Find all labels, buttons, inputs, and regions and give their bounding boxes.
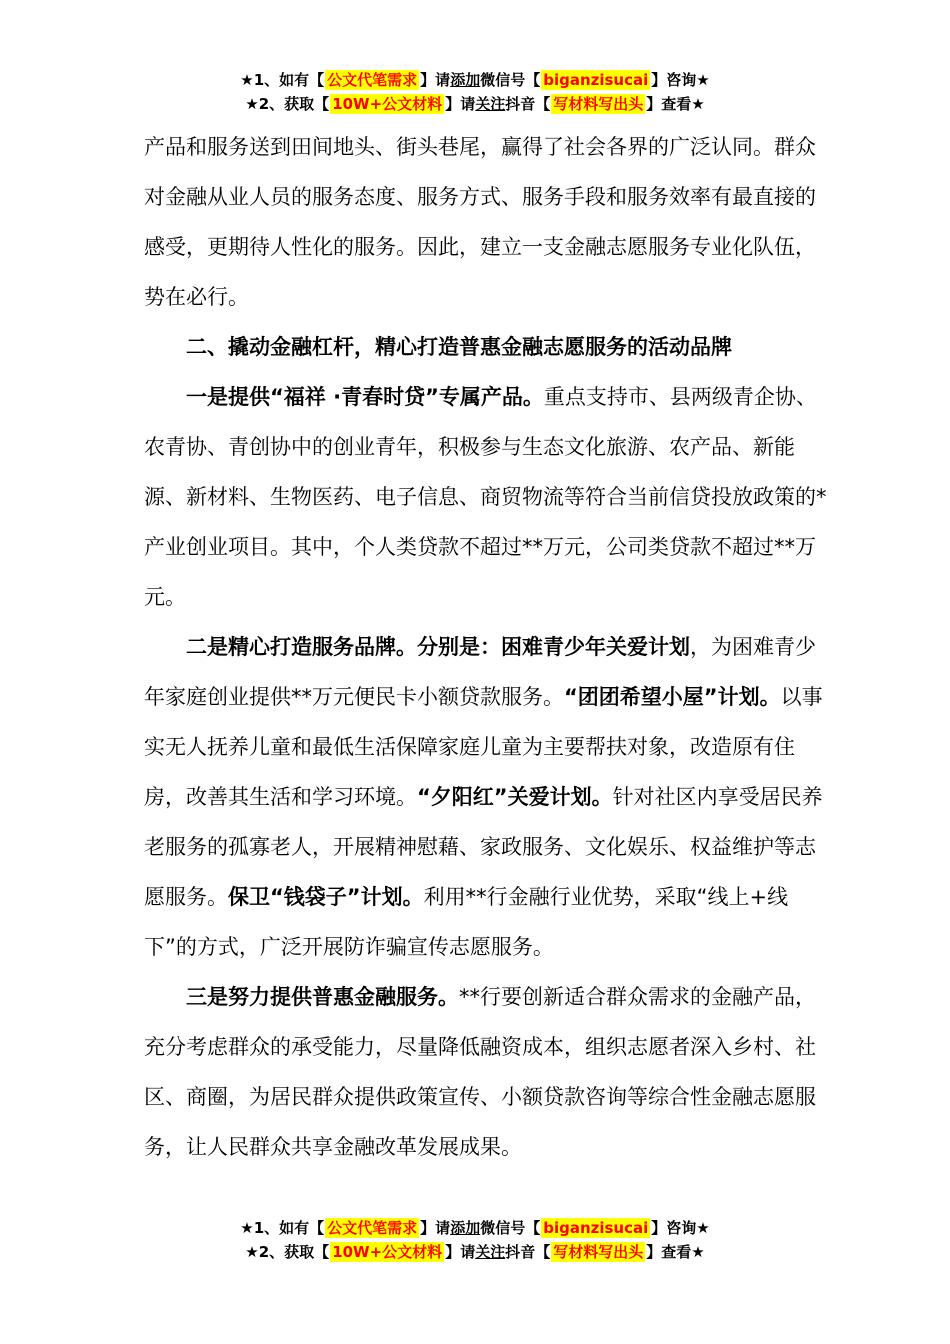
lead-hope-house: “团团希望小屋”计划。	[564, 685, 781, 709]
lead-product: 一是提供“福祥 ·青春时贷”专属产品。	[186, 385, 544, 409]
document-body	[144, 122, 834, 1172]
highlight-materials: 10W+公文材料	[332, 95, 443, 113]
banner-line-1	[0, 1216, 950, 1240]
underlined-follow: 关注	[475, 1243, 506, 1261]
highlight-wechat-id: biganzisucai	[543, 1219, 649, 1237]
banner-text: ★2、获取【	[245, 95, 330, 113]
paragraph-inclusive	[144, 972, 834, 1172]
banner-text: 抖音【	[505, 1243, 551, 1261]
banner-text: 】请	[420, 71, 451, 89]
highlight-materials: 10W+公文材料	[332, 1243, 443, 1261]
text-wallet: 利用**行金融行业优势，采取“线上+线下”的方式，广泛开展防诈骗宣传志愿服务。	[144, 885, 789, 959]
banner-text: 】查看★	[646, 95, 705, 113]
header-banner	[0, 68, 950, 116]
banner-text: ★2、获取【	[245, 1243, 330, 1261]
paragraph-continuation: 产品和服务送到田间地头、街头巷尾，赢得了社会各界的广泛认同。群众对金融从业人员的服务态度、服务方式、服务手段和服务效率有最直接的感受，更期待人性化的服务。因此，建立一支金融志愿服务专业化队伍，势在必行。	[144, 135, 816, 309]
text-brand-1: ，为困难青少年家庭创业提供**万元便民卡小额贷款服务。	[144, 635, 816, 709]
banner-text: 微信号【	[480, 71, 541, 89]
banner-line-2	[0, 1240, 950, 1264]
banner-text: 】请	[420, 1219, 451, 1237]
lead-inclusive: 三是努力提供普惠金融服务。	[186, 985, 459, 1009]
footer-banner	[0, 1216, 950, 1264]
highlight-ghostwriting: 公文代笔需求	[327, 1219, 418, 1237]
banner-line-1	[0, 68, 950, 92]
lead-brand: 二是精心打造服务品牌。分别是：困难青少年关爱计划	[186, 635, 690, 659]
paragraph-product	[144, 372, 834, 622]
banner-text: 】咨询★	[651, 1219, 710, 1237]
banner-line-2	[0, 92, 950, 116]
banner-text: 】查看★	[646, 1243, 705, 1261]
underlined-add: 添加	[450, 71, 481, 89]
section-heading-2: 二、撬动金融杠杆，精心打造普惠金融志愿服务的活动品牌	[186, 335, 732, 359]
banner-text: ★1、如有【	[240, 1219, 325, 1237]
text-sunset: 针对社区内享受居民养老服务的孤寡老人，开展精神慰藉、家政服务、文化娱乐、权益维护等志愿服务。	[144, 785, 823, 909]
underlined-add: 添加	[450, 1219, 481, 1237]
banner-text: ★1、如有【	[240, 71, 325, 89]
highlight-ghostwriting: 公文代笔需求	[327, 71, 418, 89]
highlight-douyin: 写材料写出头	[553, 95, 644, 113]
paragraph-brand	[144, 622, 834, 972]
lead-wallet: 保卫“钱袋子”计划。	[228, 885, 424, 909]
banner-text: 】咨询★	[651, 71, 710, 89]
text-inclusive: **行要创新适合群众需求的金融产品，充分考虑群众的承受能力，尽量降低融资成本，组织志愿者深入乡村、社区、商圈，为居民群众提供政策宣传、小额贷款咨询等综合性金融志愿服务，让人民群众共享金融改革发展成果。	[144, 985, 816, 1159]
banner-text: 微信号【	[480, 1219, 541, 1237]
banner-text: 】请	[445, 95, 476, 113]
highlight-douyin: 写材料写出头	[553, 1243, 644, 1261]
text-product: 重点支持市、县两级青企协、农青协、青创协中的创业青年，积极参与生态文化旅游、农产品、新能源、新材料、生物医药、电子信息、商贸物流等符合当前信贷投放政策的*产业创业项目。其中，个人类贷款不超过**万元，公司类贷款不超过**万元。	[144, 385, 827, 609]
text-hope-house: 以事实无人抚养儿童和最低生活保障家庭儿童为主要帮扶对象，改造原有住房，改善其生活和学习环境。	[144, 685, 823, 809]
banner-text: 抖音【	[505, 95, 551, 113]
highlight-wechat-id: biganzisucai	[543, 71, 649, 89]
banner-text: 】请	[445, 1243, 476, 1261]
lead-sunset: “夕阳红”关爱计划。	[417, 785, 613, 809]
underlined-follow: 关注	[475, 95, 506, 113]
